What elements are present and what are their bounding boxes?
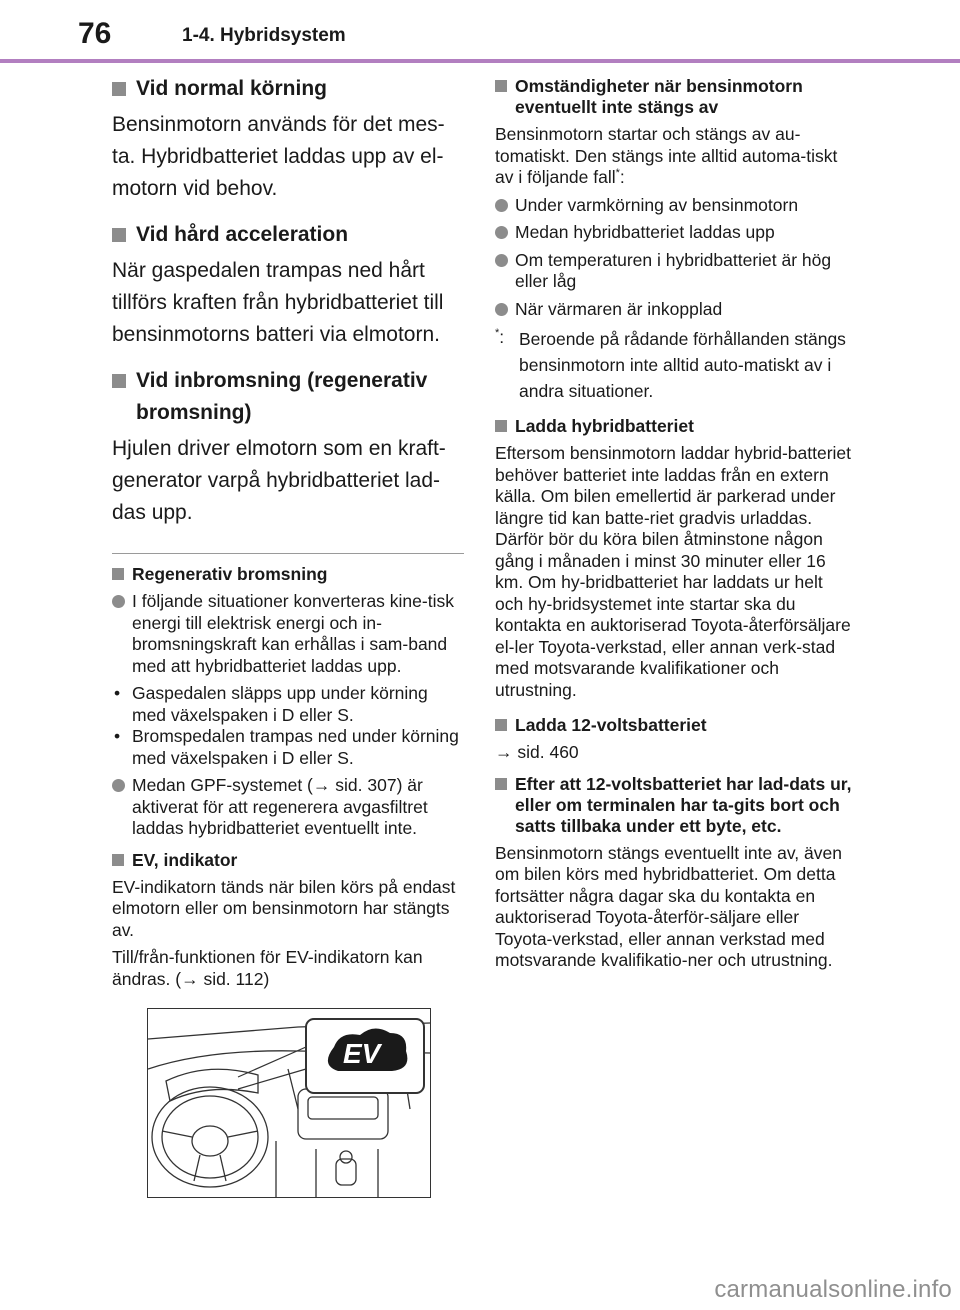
square-bullet-icon — [495, 420, 507, 432]
text-charge-12v-ref — [495, 742, 855, 764]
page-reference-link[interactable]: sid. 112 — [203, 968, 264, 989]
circle-bullet-icon — [112, 595, 125, 608]
circle-bullet-icon — [112, 779, 125, 792]
footnote: *: Beroende på rådande förhållanden stängs bensinmotorn inte alltid auto-matiskt av i andra situationer. — [495, 327, 846, 401]
text-ev-toggle: Till/från-funktionen för EV-indikatorn kan ändras. (→ sid. 112) — [112, 947, 423, 989]
text-hard-acceleration: När gaspedalen trampas ned hårt tillförs kraften från hybridbatteriet till bensinmotorns batteri via elmotorn. — [112, 259, 444, 346]
square-bullet-icon — [112, 568, 124, 580]
heading-hard-acceleration: Vid hård acceleration — [112, 219, 464, 251]
heading-regenerative-braking: Regenerativ bromsning — [112, 564, 464, 585]
watermark: carmanualsonline.info — [714, 1276, 952, 1303]
header-rule — [0, 59, 960, 63]
circle-bullet-icon — [495, 226, 508, 239]
arrow-icon: → — [181, 968, 199, 989]
right-column — [495, 76, 855, 978]
list-item: • Gaspedalen släpps upp under körning med växelspaken i D eller S. — [114, 683, 428, 725]
heading-ev-indicator: EV, indikator — [112, 850, 464, 871]
list-item: Medan hybridbatteriet laddas upp — [495, 222, 855, 244]
heading-charge-12v-battery: Ladda 12-voltsbatteriet — [495, 715, 855, 736]
arrow-icon: → — [495, 742, 513, 762]
square-bullet-icon — [495, 80, 507, 92]
heading-after-12v-discharge: Efter att 12-voltsbatteriet har lad-dats ur, eller om terminalen har ta-gits bort och satts tillbaka under ett byte, etc. — [495, 774, 855, 837]
page-reference-link[interactable]: sid. 460 — [517, 742, 579, 762]
dashboard-drawing — [148, 1009, 430, 1197]
section-divider — [112, 553, 464, 554]
left-column — [112, 73, 464, 996]
ev-badge-label: EV — [343, 1038, 381, 1069]
heading-engine-not-stopping: Omständigheter när bensinmotorn eventuellt inte stängs av — [495, 76, 855, 118]
text-after-12v-discharge: Bensinmotorn stängs eventuellt inte av, även om bilen körs med hybridbatteriet. Om detta fortsätter några dagar ska du kontakta en auktoriserad Toyota-återför-säljare eller Toyota-verkstad, eller annan verkstad med motsvarande kvalifikatio-ner och utrustning. — [495, 842, 842, 970]
dot-marker-icon: • — [114, 683, 121, 703]
footnote-mark: * — [615, 167, 620, 180]
circle-bullet-icon — [495, 199, 508, 212]
list-item: Om temperaturen i hybridbatteriet är hög eller låg — [495, 250, 855, 293]
list-item: • Bromspedalen trampas ned under körning med växelspaken i D eller S. — [114, 726, 459, 768]
square-bullet-icon — [112, 854, 124, 866]
square-bullet-icon — [112, 82, 126, 96]
section-title: 1-4. Hybridsystem — [182, 25, 346, 46]
square-bullet-icon — [112, 374, 126, 388]
page-reference-link[interactable]: sid. 307 — [335, 775, 397, 795]
page-number: 76 — [78, 17, 112, 50]
arrow-icon: → — [312, 775, 331, 795]
text-engine-not-stopping: Bensinmotorn startar och stängs av au-tomatiskt. Den stängs inte alltid automa-tiskt av i följande fall*: — [495, 124, 838, 187]
text-braking: Hjulen driver elmotorn som en kraft-generator varpå hybridbatteriet lad-das upp. — [112, 437, 446, 524]
circle-bullet-icon — [495, 303, 508, 316]
square-bullet-icon — [495, 719, 507, 731]
heading-normal-driving: Vid normal körning — [112, 73, 464, 105]
text-ev-indicator: EV-indikatorn tänds när bilen körs på endast elmotorn eller om bensinmotorn har stängts av. — [112, 876, 456, 940]
text-normal-driving: Bensinmotorn används för det mes-ta. Hybridbatteriet laddas upp av el-motorn vid behov. — [112, 113, 445, 200]
heading-charge-hybrid-battery: Ladda hybridbatteriet — [495, 416, 855, 437]
square-bullet-icon — [495, 778, 507, 790]
circle-bullet-icon — [495, 254, 508, 267]
square-bullet-icon — [112, 228, 126, 242]
list-item: När värmaren är inkopplad — [495, 299, 855, 321]
list-item: Under varmkörning av bensinmotorn — [495, 195, 855, 217]
text-charge-hybrid-battery: Eftersom bensinmotorn laddar hybrid-batteriet behöver batteriet inte laddas från en extern källa. Om bilen emellertid är parkerad under längre tid kan batte-riet gradvis urladdas. Därför bör du köra bilen åtminstone någon gång i månaden i minst 30 minuter eller 16 km. Om hy-bridbatteriet har laddats ur helt och hy-bridsystemet inte startar ska du kontakta en auktoriserad Toyota-återförsäljare el-ler Toyota-verkstad, eller annan verk-stad med motsvarande kvalifikationer och utrustning. — [495, 443, 852, 700]
dot-marker-icon: • — [114, 726, 121, 746]
dashboard-illustration — [147, 1008, 431, 1198]
list-item: Medan GPF-systemet (→ sid. 307) är aktiverat för att regenerera avgasfiltret laddas hybridbatteriet eventuellt inte. — [112, 775, 464, 840]
heading-braking: Vid inbromsning (regenerativ bromsning) — [112, 365, 464, 429]
list-item: I följande situationer konverteras kine-tisk energi till elektrisk energi och in-bromsningskraft kan erhållas i sam-band med att hybridbatteriet laddas upp. — [112, 591, 464, 677]
